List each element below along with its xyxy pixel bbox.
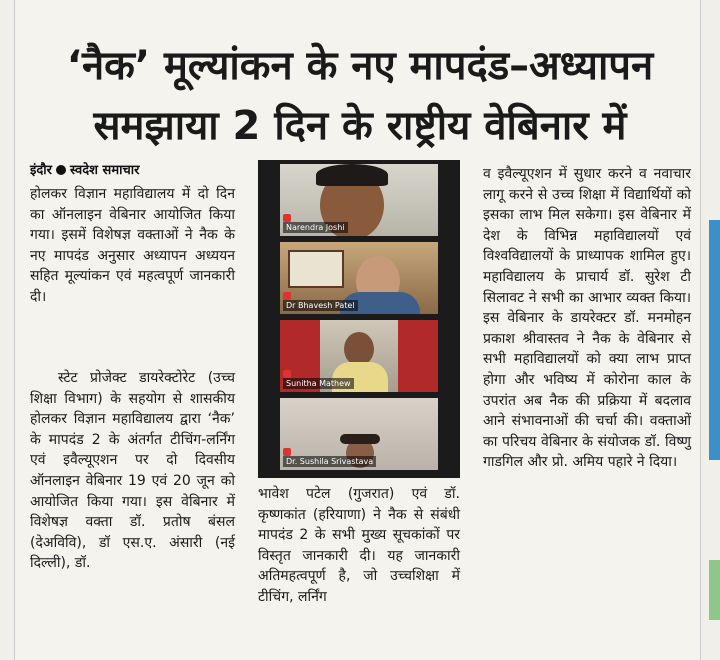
right-page-edge bbox=[700, 0, 720, 660]
mic-icon bbox=[283, 448, 291, 456]
article-paragraph: स्टेट प्रोजेक्ट डायरेक्टोरेट (उच्च शिक्षा विभाग) के सहयोग से शासकीय होलकर विज्ञान महाविद्यालय द्वारा ‘नैक’ के मापदंड 2 के अंतर्गत टीचिंग-लर्निंग एवं इवैल्यूएशन पर दो दिवसीय ऑनलाइन वेबिनार 19 एवं 20 जून को आयोजित किया गया। इस वेबिनार में विशेषज्ञ वक्ता डॉ. प्रतोष बंसल (देअविवि), डॉ एस.ए. अंसारी (नई दिल्ली), डॉ. bbox=[30, 370, 235, 572]
curtain bbox=[398, 320, 438, 392]
adjacent-photo-fragment bbox=[709, 560, 720, 620]
dateline bbox=[30, 160, 139, 178]
participant-name: Narendra Joshi bbox=[283, 222, 348, 233]
participant-hair bbox=[316, 164, 388, 186]
participant-name: Dr Bhavesh Patel bbox=[283, 300, 358, 311]
headline-line-1: ‘नैक’ मूल्यांकन के नए मापदंड–अध्यापन bbox=[66, 43, 654, 89]
left-page-edge bbox=[0, 0, 15, 660]
mic-icon bbox=[283, 292, 291, 300]
video-tile bbox=[280, 164, 438, 236]
wall-frame bbox=[288, 250, 344, 288]
participant-face bbox=[344, 332, 374, 366]
dateline-source: स्वदेश समाचार bbox=[69, 163, 140, 178]
video-tile bbox=[280, 398, 438, 470]
bullet-icon bbox=[56, 165, 66, 175]
participant-name: Dr. Sushila Srivastava bbox=[283, 456, 376, 467]
article-paragraph: व इवैल्यूएशन में सुधार करने व नवाचार लागू करने से उच्च शिक्षा में विद्यार्थियों को इसका लाभ मिल सकेगा। इस वेबिनार में देश के विभिन्न महाविद्यालयों एवं विश्वविद्यालयों के प्राध्यापक शामिल हुए। महाविद्यालय के प्राचार्य डॉ. सुरेश टी सिलावट ने सभी का आभार व्यक्त किया। इस वेबिनार के डायरेक्टर डॉ. मनमोहन प्रकाश श्रीवास्तव ने नैक के वेबिनार से सभी महाविद्यालयों को क्या लाभ प्राप्त होगा और भविष्य में कोरोना काल के उपरांत अब नैक की प्रक्रिया में बदलाव आने संभावनाओं की चर्चा की। वक्ताओं का परिचय वेबिनार के संयोजक डॉ. विष्णु गाडगिल और प्रो. अमिय पहारे ने दिया। bbox=[483, 166, 691, 471]
participant-hair bbox=[340, 434, 380, 444]
mic-icon bbox=[283, 370, 291, 378]
video-tile bbox=[280, 242, 438, 314]
participant-name: Sunitha Mathew bbox=[283, 378, 354, 389]
headline-line-2: समझाया 2 दिन के राष्ट्रीय वेबिनार में bbox=[93, 103, 627, 149]
article-paragraph: होलकर विज्ञान महाविद्यालय में दो दिन का ऑनलाइन वेबिनार आयोजित किया गया। इसमें विशेषज्ञ वक्ताओं ने नैक के नए मापदंड अनुसार अध्यापन अध्ययन सहित मूल्यांकन एवं महत्वपूर्ण जानकारी दी। bbox=[30, 186, 235, 305]
adjacent-photo-fragment bbox=[709, 220, 720, 460]
mic-icon bbox=[283, 214, 291, 222]
webinar-photo bbox=[258, 160, 460, 478]
article-paragraph: भावेश पटेल (गुजरात) एवं डॉ. कृष्णकांत (हरियाणा) ने नैक से संबंधी मापदंड 2 के सभी मुख्य सूचकांकों पर विस्तृत जानकारी दी। यह जानकारी अतिमहत्वपूर्ण है, जो उच्चशिक्षा में टीचिंग, लर्निंग bbox=[258, 486, 460, 605]
dateline-place: इंदौर bbox=[30, 163, 52, 178]
video-tile bbox=[280, 320, 438, 392]
